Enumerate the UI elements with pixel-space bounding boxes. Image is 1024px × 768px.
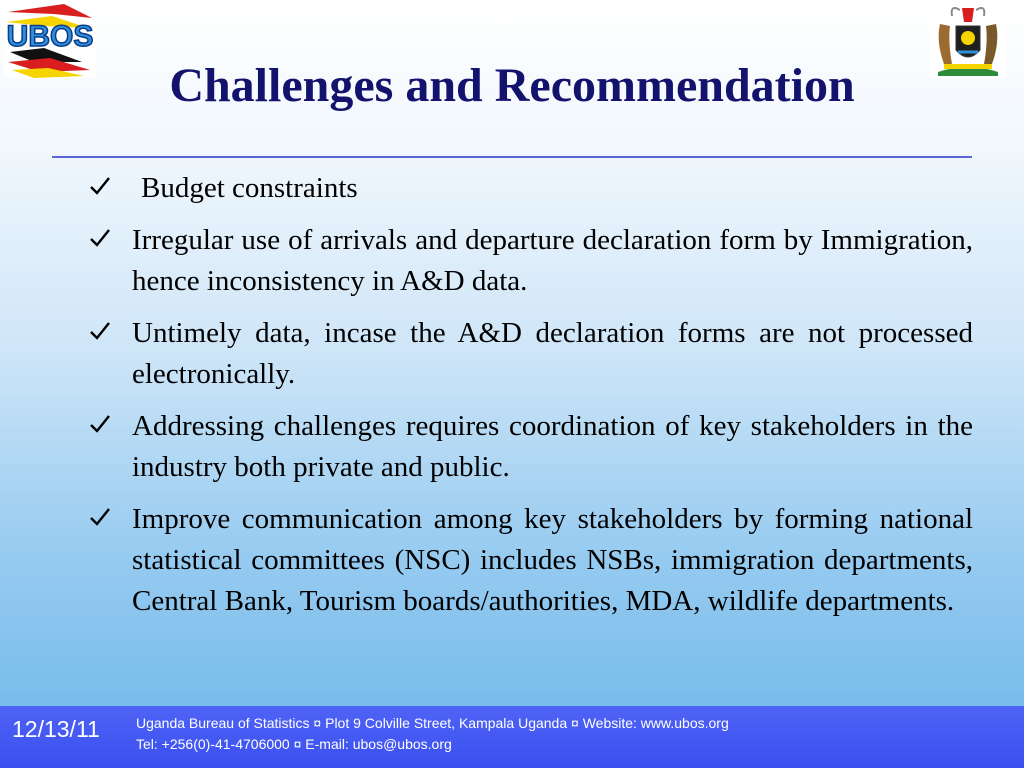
- checkmark-icon: [88, 174, 112, 198]
- checkmark-icon: [88, 226, 112, 250]
- bullet-text: Untimely data, incase the A&D declaration forms are not processed electronically.: [132, 317, 973, 390]
- bullet-text: Irregular use of arrivals and departure declaration form by Immigration, hence inconsistency in A&D data.: [132, 224, 973, 297]
- bullet-item: [88, 499, 973, 622]
- bullet-item: [88, 220, 973, 302]
- footer-contact: Tel: +256(0)-41-4706000 ¤ E-mail: ubos@ubos.org: [136, 736, 452, 752]
- checkmark-icon: [88, 319, 112, 343]
- checkmark-icon: [88, 412, 112, 436]
- bullet-item: [88, 313, 973, 395]
- footer-address: Uganda Bureau of Statistics ¤ Plot 9 Colville Street, Kampala Uganda ¤ Website: www.ubos.org: [136, 715, 729, 731]
- footer-bar: [0, 706, 1024, 768]
- title-divider: [52, 156, 972, 158]
- checkmark-icon: [88, 505, 112, 529]
- bullet-text: Budget constraints: [141, 172, 358, 204]
- slide-date: 12/13/11: [12, 716, 100, 742]
- page-title: Challenges and Recommendation: [169, 59, 855, 112]
- bullet-item: [88, 168, 973, 209]
- bullet-text: Improve communication among key stakeholders by forming national statistical committees (NSC) includes NSBs, immigration departments, Central Bank, Tourism boards/authorities, MDA, wildlife departments.: [132, 503, 973, 617]
- bullet-item: [88, 406, 973, 488]
- bullet-text: Addressing challenges requires coordination of key stakeholders in the industry both private and public.: [132, 410, 973, 483]
- ubos-logo-text: UBOS: [6, 20, 94, 53]
